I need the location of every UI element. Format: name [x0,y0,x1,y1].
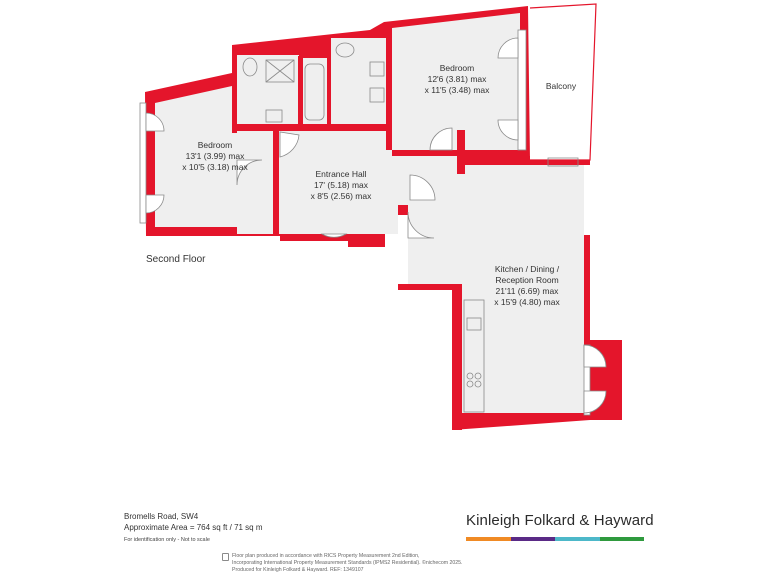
entrance-hall-dim1: 17' (5.18) max [313,180,369,190]
bedroom-2-dim2: x 11'5 (3.48) max [424,85,490,95]
shower-room-floor [330,38,386,124]
brand-bar-green [600,537,645,541]
brand-bar-purple [511,537,556,541]
brand-color-bar [466,537,644,541]
brand-bar-teal [555,537,600,541]
kitchen-dim2: x 15'9 (4.80) max [494,297,560,307]
footnote-line-1: Floor plan produced in accordance with RICS Property Measurement 2nd Edition, [232,553,420,559]
kitchen-name-2: Reception Room [495,275,559,285]
balcony-label: Balcony [545,81,577,91]
footnote [232,553,462,574]
bedroom-1-dim2: x 10'5 (3.18) max [182,162,248,172]
address-block [124,511,263,546]
bedroom-2-dim1: 12'6 (3.81) max [427,74,487,84]
footnote-line-3: Produced for Kinleigh Folkard & Hayward. REF: 1349107 [232,567,364,573]
identification-note: For identification only - Not to scale [124,537,210,543]
address-street: Bromells Road, SW4 [124,512,199,521]
floor-label: Second Floor [146,254,206,265]
nichecom-logo-icon [222,553,229,561]
footnote-line-2: Incorporating International Property Measurement Standards (IPMS2 Residential). ©nichecom 2025. [232,560,463,566]
approximate-area: Approximate Area = 764 sq ft / 71 sq m [124,523,263,532]
entrance-hall-name: Entrance Hall [315,169,367,179]
kitchen-dim1: 21'11 (6.69) max [495,286,559,296]
kitchen-notch-fill [398,212,408,284]
bedroom-1-dim1: 13'1 (3.99) max [185,151,245,161]
bathroom-floor [237,55,299,127]
kitchen-name: Kitchen / Dining / [494,264,560,274]
bedroom-1-name: Bedroom [197,140,233,150]
entrance-hall-dim2: x 8'5 (2.56) max [310,191,372,201]
brand-logo-text: Kinleigh Folkard & Hayward [466,512,654,529]
brand-bar-orange [466,537,511,541]
bedroom-2-name: Bedroom [439,63,475,73]
